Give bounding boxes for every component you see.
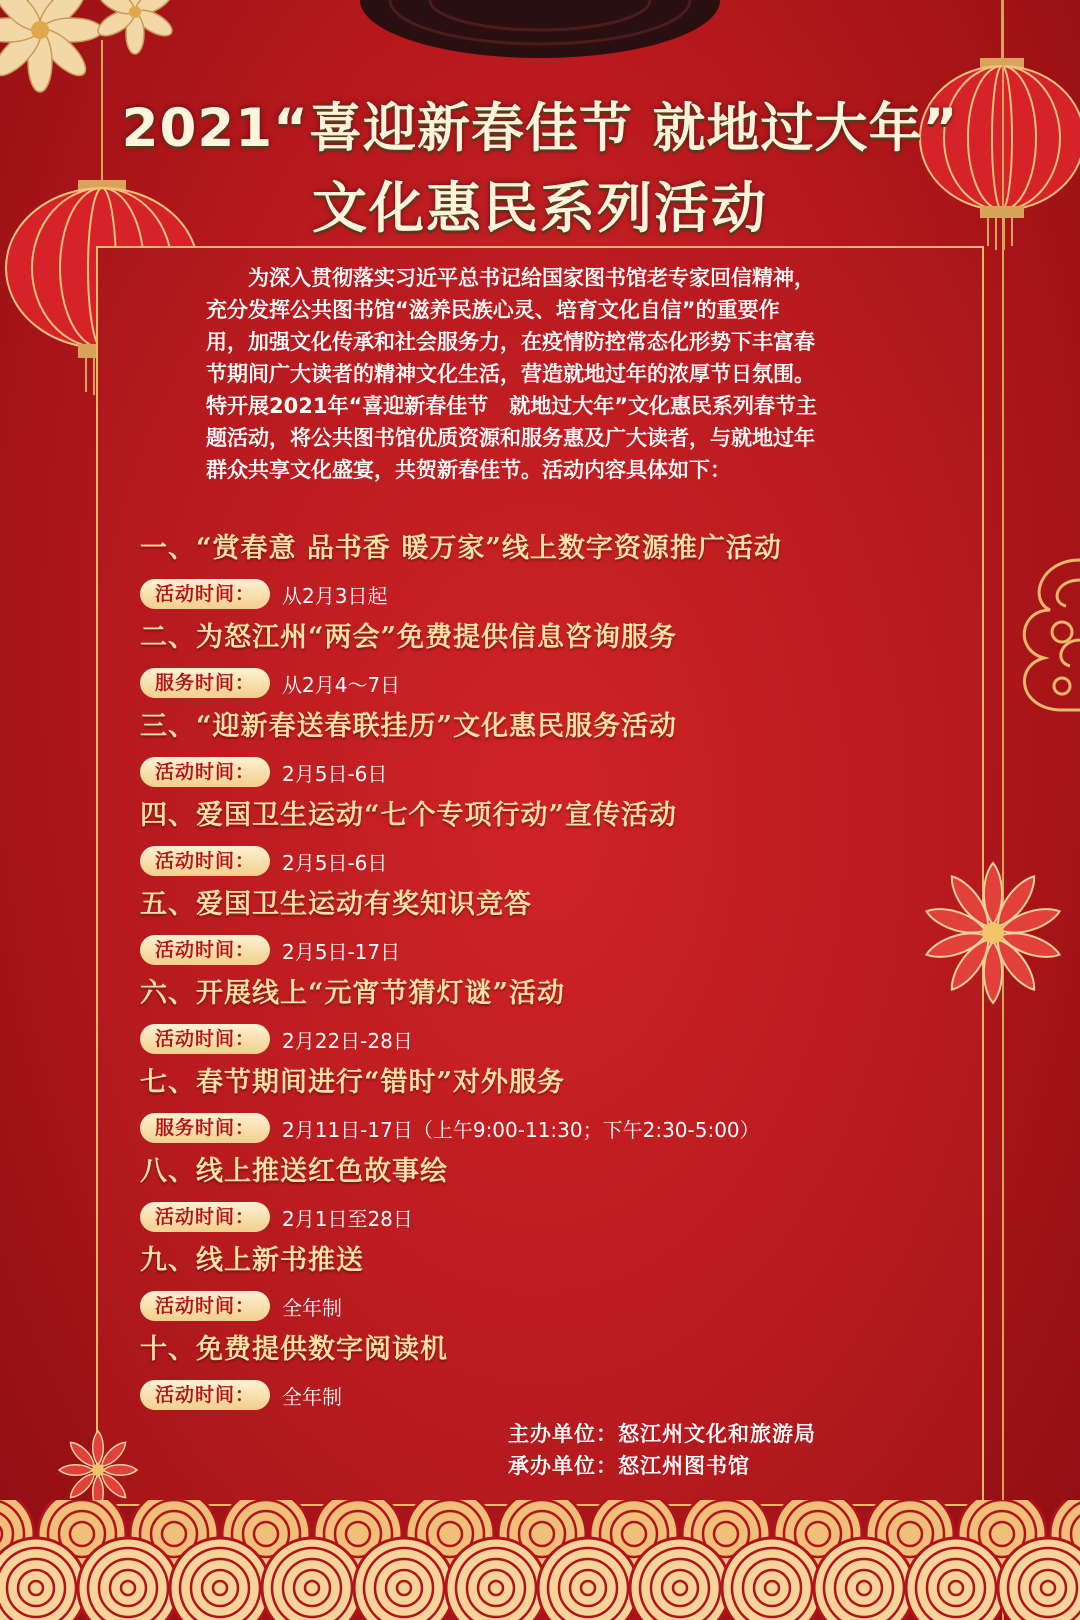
time-badge: 活动时间： — [140, 935, 270, 965]
time-value: 全年制 — [282, 1384, 342, 1409]
intro-line: 节期间广大读者的精神文化生活，营造就地过年的浓厚节日氛围。 — [206, 362, 815, 386]
activity-item — [140, 1327, 448, 1410]
activity-item — [140, 704, 677, 787]
activity-item — [140, 615, 677, 698]
activity-title: 九、线上新书推送 — [140, 1245, 364, 1276]
time-value: 2月22日-28日 — [282, 1028, 413, 1053]
time-badge: 服务时间： — [140, 668, 270, 698]
time-badge: 活动时间： — [140, 1202, 270, 1232]
intro-paragraph — [206, 262, 946, 486]
time-badge: 服务时间： — [140, 1113, 270, 1143]
intro-line: 特开展2021年“喜迎新春佳节 就地过大年”文化惠民系列春节主 — [206, 394, 818, 418]
activity-item — [140, 1149, 448, 1232]
intro-line: 充分发挥公共图书馆“滋养民族心灵、培育文化自信”的重要作 — [206, 298, 780, 322]
page-title: 2021“喜迎新春佳节 就地过大年” — [121, 98, 959, 159]
co-organizer: 承办单位：怒江州图书馆 — [508, 1454, 750, 1478]
time-value: 2月5日-6日 — [282, 761, 388, 786]
time-value: 2月5日-17日 — [282, 939, 401, 964]
activity-item — [140, 526, 782, 609]
activity-title: 十、免费提供数字阅读机 — [140, 1334, 448, 1365]
time-badge: 活动时间： — [140, 757, 270, 787]
time-value: 2月5日-6日 — [282, 850, 388, 875]
time-badge: 活动时间： — [140, 1291, 270, 1321]
activity-title: 一、“赏春意 品书香 暖万家”线上数字资源推广活动 — [140, 533, 782, 564]
time-value: 2月11日-17日（上午9:00-11:30；下午2:30-5:00） — [282, 1117, 760, 1142]
time-badge: 活动时间： — [140, 579, 270, 609]
activity-title: 七、春节期间进行“错时”对外服务 — [140, 1067, 566, 1098]
time-value: 从2月3日起 — [282, 583, 388, 608]
activity-title: 二、为怒江州“两会”免费提供信息咨询服务 — [140, 622, 678, 653]
red-flower-icon — [918, 858, 1068, 1008]
time-badge: 活动时间： — [140, 846, 270, 876]
activity-item — [140, 1238, 364, 1321]
activity-item — [140, 793, 677, 876]
intro-line: 题活动，将公共图书馆优质资源和服务惠及广大读者，与就地过年 — [206, 426, 815, 450]
time-value: 从2月4～7日 — [282, 672, 401, 697]
organizer: 主办单位：怒江州文化和旅游局 — [508, 1422, 816, 1446]
time-value: 2月1日至28日 — [282, 1206, 413, 1231]
dark-semicircle — [360, 0, 720, 60]
activity-title: 八、线上推送红色故事绘 — [140, 1156, 448, 1187]
intro-line: 用，加强文化传承和社会服务力，在疫情防控常态化形势下丰富春 — [206, 330, 815, 354]
activity-title: 五、爱国卫生运动有奖知识竞答 — [140, 889, 532, 920]
page-subtitle: 文化惠民系列活动 — [311, 176, 768, 240]
activity-item — [140, 1060, 760, 1143]
wave-pattern-icon — [0, 1500, 1080, 1620]
activity-title: 四、爱国卫生运动“七个专项行动”宣传活动 — [140, 800, 678, 831]
intro-line: 群众共享文化盛宴，共贺新春佳节。活动内容具体如下： — [206, 458, 731, 482]
auspicious-cloud-icon — [1000, 540, 1080, 730]
intro-line: 为深入贯彻落实习近平总书记给国家图书馆老专家回信精神， — [206, 266, 815, 290]
activity-item — [140, 882, 532, 965]
activity-item — [140, 971, 565, 1054]
activity-title: 三、“迎新春送春联挂历”文化惠民服务活动 — [140, 711, 678, 742]
time-badge: 活动时间： — [140, 1380, 270, 1410]
time-badge: 活动时间： — [140, 1024, 270, 1054]
activity-title: 六、开展线上“元宵节猜灯谜”活动 — [140, 978, 566, 1009]
right-border-line — [1002, 0, 1004, 1620]
time-value: 全年制 — [282, 1295, 342, 1320]
